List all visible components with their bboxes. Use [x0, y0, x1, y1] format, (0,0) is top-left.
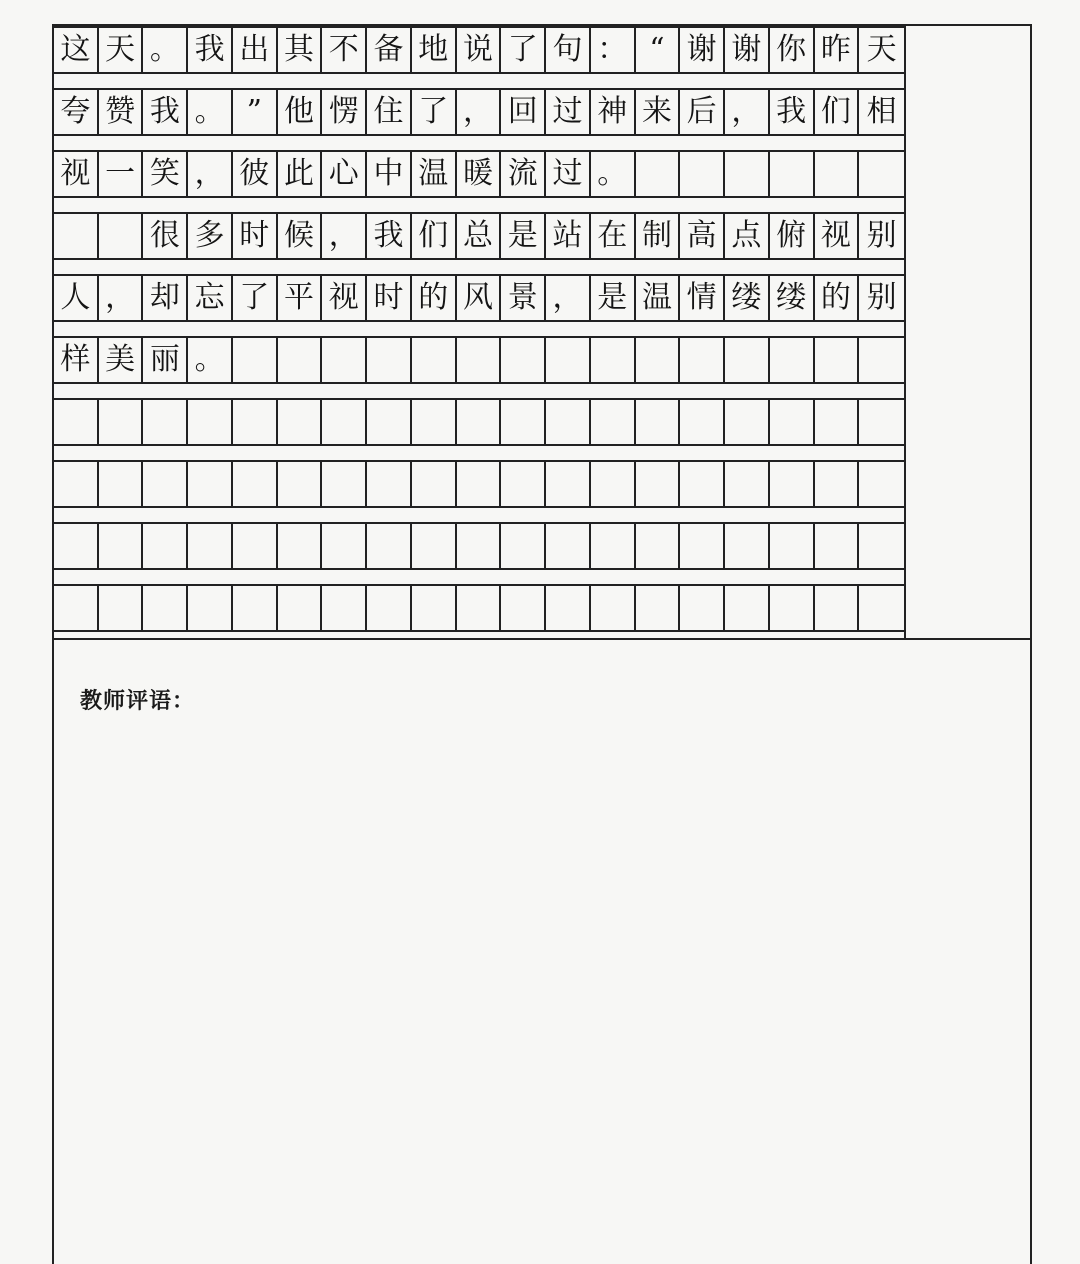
- grid-cell: 我: [770, 90, 815, 134]
- grid-cell: 是: [501, 214, 546, 258]
- grid-cell: [367, 338, 412, 382]
- grid-cell: 心: [322, 152, 367, 196]
- grid-cell: 时: [367, 276, 412, 320]
- grid-cell: 昨: [815, 28, 860, 72]
- grid-cell: [591, 338, 636, 382]
- grid-cell: [770, 524, 815, 568]
- grid-cell: 相: [866, 94, 897, 129]
- grid-cell: [725, 152, 770, 196]
- grid-cell: 。: [188, 90, 233, 134]
- grid-cell: [636, 338, 681, 382]
- grid-cell: [412, 462, 457, 506]
- grid-cell: 美: [99, 338, 144, 382]
- grid-cell: [680, 524, 725, 568]
- grid-cell: 神: [591, 90, 636, 134]
- grid-cell: [322, 400, 367, 444]
- grid-cell: 谢: [725, 28, 770, 72]
- grid-cell: [501, 524, 546, 568]
- grid-cell: [99, 400, 144, 444]
- grid-row: [54, 26, 904, 74]
- grid-cell: 站: [546, 214, 591, 258]
- grid-cell: [770, 586, 815, 630]
- grid-cell: [680, 338, 725, 382]
- grid-cell: [501, 462, 546, 506]
- grid-cell: [99, 214, 144, 258]
- grid-cell: [367, 586, 412, 630]
- grid-cell: [815, 338, 860, 382]
- section-divider: [54, 638, 1030, 640]
- grid-cell: [278, 400, 323, 444]
- grid-cell: [143, 400, 188, 444]
- grid-cell: 谢: [680, 28, 725, 72]
- grid-cell: [680, 586, 725, 630]
- grid-cell: 别: [866, 218, 897, 253]
- grid-cell: [367, 462, 412, 506]
- grid-cell: 过: [546, 152, 591, 196]
- grid-cell: [725, 524, 770, 568]
- grid-cell: [233, 462, 278, 506]
- grid-cell: [546, 586, 591, 630]
- grid-cell: 平: [278, 276, 323, 320]
- grid-cell: 此: [278, 152, 323, 196]
- grid-cell: [636, 586, 681, 630]
- grid-row: [54, 398, 904, 446]
- grid-cell: 的: [815, 276, 860, 320]
- grid-cell: 。: [143, 28, 188, 72]
- grid-cell: [725, 586, 770, 630]
- grid-cell: [725, 462, 770, 506]
- grid-cell: 赞: [99, 90, 144, 134]
- grid-cell: [412, 524, 457, 568]
- grid-cell: [278, 524, 323, 568]
- grid-cell: ，: [546, 276, 591, 320]
- grid-cell: [412, 338, 457, 382]
- grid-cell: [143, 524, 188, 568]
- grid-cell: 过: [546, 90, 591, 134]
- grid-cell: [815, 586, 860, 630]
- grid-cell: [815, 462, 860, 506]
- grid-cell: [859, 400, 904, 444]
- grid-cell: 很: [143, 214, 188, 258]
- grid-cell: ，: [457, 90, 502, 134]
- grid-cell: ，: [99, 276, 144, 320]
- grid-cell: [278, 586, 323, 630]
- grid-cell: [546, 462, 591, 506]
- grid-row: [54, 150, 904, 198]
- grid-cell: 其: [278, 28, 323, 72]
- grid-cell: ，: [322, 214, 367, 258]
- grid-cell: [54, 462, 99, 506]
- grid-cell: [457, 400, 502, 444]
- grid-cell: [54, 586, 99, 630]
- grid-cell: [770, 400, 815, 444]
- grid-cell: 愣: [322, 90, 367, 134]
- grid-cell: 他: [278, 90, 323, 134]
- grid-cell: [143, 462, 188, 506]
- essay-sheet: [52, 24, 1032, 1264]
- grid-cell: 天: [866, 32, 897, 67]
- writing-grid: [54, 26, 904, 640]
- grid-cell: 在: [591, 214, 636, 258]
- grid-cell: [636, 524, 681, 568]
- grid-cell: [54, 524, 99, 568]
- grid-cell: [278, 338, 323, 382]
- grid-cell: [725, 400, 770, 444]
- grid-cell: 了: [501, 28, 546, 72]
- grid-cell: [770, 152, 815, 196]
- grid-cell: 温: [636, 276, 681, 320]
- grid-cell: [457, 524, 502, 568]
- grid-cell: 了: [233, 276, 278, 320]
- grid-cell: [546, 524, 591, 568]
- grid-cell: 一: [99, 152, 144, 196]
- grid-cell: [501, 338, 546, 382]
- grid-cell: 地: [412, 28, 457, 72]
- grid-row: [54, 584, 904, 632]
- grid-cell: 。: [591, 152, 636, 196]
- grid-cell: [680, 462, 725, 506]
- grid-cell: 我: [143, 90, 188, 134]
- grid-cell: [233, 338, 278, 382]
- grid-row: [54, 88, 904, 136]
- grid-cell: 出: [233, 28, 278, 72]
- grid-cell: [322, 586, 367, 630]
- grid-cell: 视: [322, 276, 367, 320]
- grid-cell: [591, 400, 636, 444]
- grid-cell: [859, 462, 904, 506]
- grid-cell: [143, 586, 188, 630]
- grid-cell: 住: [367, 90, 412, 134]
- grid-cell: 是: [591, 276, 636, 320]
- grid-cell: [859, 152, 904, 196]
- grid-cell: [501, 586, 546, 630]
- grid-cell: [367, 400, 412, 444]
- grid-cell: 流: [501, 152, 546, 196]
- grid-cell: 不: [322, 28, 367, 72]
- grid-cell: [770, 338, 815, 382]
- grid-cell: 你: [770, 28, 815, 72]
- grid-cell: 视: [815, 214, 860, 258]
- grid-cell: [233, 400, 278, 444]
- grid-cell: 样: [54, 338, 99, 382]
- grid-cell: 来: [636, 90, 681, 134]
- grid-cell: 。: [188, 338, 233, 382]
- grid-cell: 缕: [725, 276, 770, 320]
- grid-cell: 高: [680, 214, 725, 258]
- grid-cell: 景: [501, 276, 546, 320]
- grid-cell: 后: [680, 90, 725, 134]
- grid-cell: [54, 400, 99, 444]
- grid-row: [54, 212, 904, 260]
- grid-cell: 我: [188, 28, 233, 72]
- grid-cell: 却: [143, 276, 188, 320]
- grid-cell: 人: [54, 276, 99, 320]
- grid-cell: [546, 400, 591, 444]
- grid-cell: 总: [457, 214, 502, 258]
- grid-cell: [815, 152, 860, 196]
- grid-cell: 情: [680, 276, 725, 320]
- grid-cell: [233, 586, 278, 630]
- grid-cell: [233, 524, 278, 568]
- grid-cell: [501, 400, 546, 444]
- grid-cell: 丽: [143, 338, 188, 382]
- grid-cell: 们: [815, 90, 860, 134]
- grid-cell: 缕: [770, 276, 815, 320]
- grid-cell: [54, 214, 99, 258]
- grid-cell: “: [636, 28, 681, 72]
- grid-cell: 这: [54, 28, 99, 72]
- grid-cell: 中: [367, 152, 412, 196]
- grid-cell: 制: [636, 214, 681, 258]
- grid-cell: [322, 524, 367, 568]
- grid-row: [54, 336, 904, 384]
- grid-cell: 回: [501, 90, 546, 134]
- grid-cell: [457, 586, 502, 630]
- grid-cell: 视: [54, 152, 99, 196]
- grid-cell: 夸: [54, 90, 99, 134]
- grid-cell: 备: [367, 28, 412, 72]
- grid-cell: 笑: [143, 152, 188, 196]
- grid-cell: 候: [278, 214, 323, 258]
- grid-cell: 天: [99, 28, 144, 72]
- grid-row: [54, 274, 904, 322]
- grid-cell: [815, 524, 860, 568]
- grid-cell: [591, 586, 636, 630]
- grid-cell: 时: [233, 214, 278, 258]
- grid-cell: [99, 586, 144, 630]
- grid-cell: [680, 152, 725, 196]
- grid-cell: [815, 400, 860, 444]
- grid-cell: ：: [591, 28, 636, 72]
- grid-cell: 俯: [770, 214, 815, 258]
- grid-cell: [636, 152, 681, 196]
- grid-cell: [636, 462, 681, 506]
- grid-cell: [680, 400, 725, 444]
- grid-cell: 暖: [457, 152, 502, 196]
- margin-divider: [904, 26, 906, 640]
- grid-cell: 句: [546, 28, 591, 72]
- grid-cell: 说: [457, 28, 502, 72]
- grid-cell: [859, 524, 904, 568]
- grid-row: [54, 522, 904, 570]
- grid-cell: [859, 338, 904, 382]
- grid-cell: [188, 400, 233, 444]
- grid-cell: [412, 586, 457, 630]
- grid-row: [54, 460, 904, 508]
- grid-cell: [188, 586, 233, 630]
- grid-cell: 别: [866, 280, 897, 315]
- grid-cell: ，: [188, 152, 233, 196]
- grid-cell: [591, 462, 636, 506]
- grid-cell: [591, 524, 636, 568]
- grid-cell: 点: [725, 214, 770, 258]
- grid-cell: 我: [367, 214, 412, 258]
- grid-cell: [322, 338, 367, 382]
- grid-cell: [412, 400, 457, 444]
- grid-cell: [322, 462, 367, 506]
- grid-cell: [457, 338, 502, 382]
- grid-cell: [859, 586, 904, 630]
- grid-cell: [725, 338, 770, 382]
- grid-cell: [188, 462, 233, 506]
- grid-cell: 温: [412, 152, 457, 196]
- grid-cell: [188, 524, 233, 568]
- grid-cell: [367, 524, 412, 568]
- grid-cell: [457, 462, 502, 506]
- grid-cell: ”: [233, 90, 278, 134]
- grid-cell: 了: [412, 90, 457, 134]
- teacher-comment-label: 教师评语：: [80, 689, 196, 714]
- grid-cell: [546, 338, 591, 382]
- grid-cell: [99, 462, 144, 506]
- grid-cell: 彼: [233, 152, 278, 196]
- grid-cell: 的: [412, 276, 457, 320]
- grid-cell: 们: [412, 214, 457, 258]
- grid-cell: ，: [725, 90, 770, 134]
- grid-cell: [636, 400, 681, 444]
- grid-cell: 风: [457, 276, 502, 320]
- grid-cell: 多: [188, 214, 233, 258]
- grid-cell: [278, 462, 323, 506]
- grid-cell: [770, 462, 815, 506]
- grid-cell: [99, 524, 144, 568]
- grid-cell: 忘: [188, 276, 233, 320]
